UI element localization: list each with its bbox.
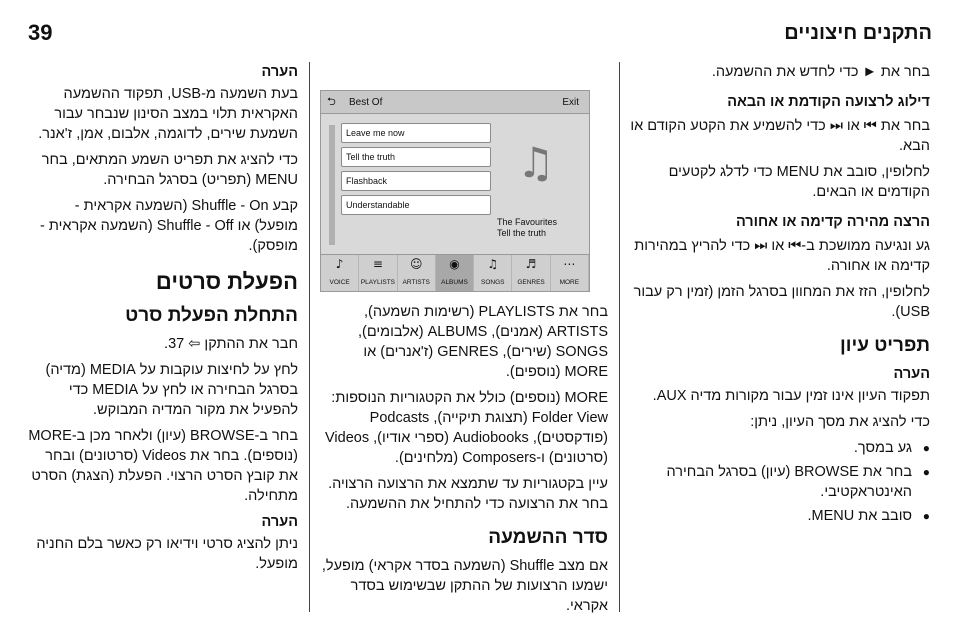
list-item: ● בחר את BROWSE (עיון) בסרגל הבחירה האינטראקטיבי. <box>630 462 930 502</box>
skip-track-heading: דילוג לרצועה הקודמת או הבאה <box>727 94 930 110</box>
screen-top-bar <box>321 91 589 114</box>
song-icon: ♫ <box>487 257 499 271</box>
page-title: התקנים חיצוניים <box>784 22 932 44</box>
tab-songs[interactable]: ♫ SONGS <box>474 255 512 291</box>
skip-track-text-alt: לחלופין, סובב את MENU כדי לדלג לקטעים הקודמים או הבאים. <box>668 164 930 200</box>
connect-device-text: חבר את ההתקן ⇦ 37. <box>164 336 298 352</box>
note-label: הערה <box>261 64 298 80</box>
genre-icon: ♬ <box>525 257 537 271</box>
playlist-name: The Favourites <box>497 217 558 227</box>
list-item[interactable]: Leave me now <box>341 123 491 143</box>
media-source-text: לחץ על לחיצות עוקבות על MEDIA (מדיה) בסרגל הבחירה או לחץ על MEDIA כדי להפעיל את מקור המדיה המבוקש. <box>45 362 298 418</box>
list-item: ● גע במסך. <box>630 438 930 458</box>
scrollbar[interactable] <box>329 125 335 245</box>
shuffle-menu-text: כדי להציג את תפריט השמע המתאים, בחר MENU (תפריט) בסרגל הבחירה. <box>41 152 298 188</box>
fast-forward-heading: הרצה מהירה קדימה או אחורה <box>735 214 930 230</box>
browse-select-text: עיין בקטגוריות עד שתמצא את הרצועה הרצויה. בחר את הרצועה כדי להתחיל את ההשמעה. <box>328 476 608 512</box>
voice-icon: ♪ <box>335 257 344 271</box>
tab-voice[interactable]: ♪ VOICE <box>321 255 359 291</box>
list-item[interactable]: Flashback <box>341 171 491 191</box>
list-item[interactable]: Tell the truth <box>341 147 491 167</box>
note-label: הערה <box>261 514 298 530</box>
note-label: הערה <box>893 366 930 382</box>
parking-brake-note: ניתן להציג סרטי וידיאו רק כאשר בלם החניה מופעל. <box>36 536 298 572</box>
playlist-icon: ≡ <box>372 257 383 271</box>
column-divider-right <box>619 62 620 612</box>
screen-title: Best Of <box>349 97 383 108</box>
category-tab-bar <box>321 254 589 291</box>
middle-column <box>320 62 608 622</box>
resume-playback-text: בחר את ► כדי לחדש את ההשמעה. <box>711 64 930 80</box>
browse-menu-heading: תפריט עיון <box>840 335 930 356</box>
playback-order-heading: סדר ההשמעה <box>488 527 608 548</box>
artist-icon: ☺ <box>409 257 423 271</box>
shuffle-note-text: בעת השמעה מ-USB, תפקוד ההשמעה האקראית תלוי במצב הסינון שנבחר עבור השמעת שירים, לדוגמה, אלבום, אמן, ז'אנר. <box>38 86 298 142</box>
browse-intro-text: כדי להציג את מסך העיון, ניתן: <box>750 414 930 430</box>
tab-albums[interactable]: ◉ ALBUMS <box>436 255 474 291</box>
categories-text: בחר את PLAYLISTS (רשימות השמעה), ARTISTS (אמנים), ALBUMS (אלבומים), SONGS (שירים), GENRES (ז'אנרים) או MORE (נוספים). <box>357 304 608 380</box>
list-item[interactable]: Understandable <box>341 195 491 215</box>
tab-playlists[interactable]: ≡ PLAYLISTS <box>359 255 397 291</box>
list-item: ● סובב את MENU. <box>630 506 930 526</box>
tab-artists[interactable]: ☺ ARTISTS <box>398 255 436 291</box>
skip-track-text: בחר את ⏮ או ⏭ כדי להשמיע את הקטע הקודם או הבא. <box>630 118 930 154</box>
more-categories-text: MORE (נוספים) כולל את הקטגוריות הנוספות: Folder View (תצוגת תיקייה), Podcasts (פודקסטים), Audiobooks (ספרי אודיו), Videos (סרטונים) ו-Composers (מלחינים). <box>325 390 608 466</box>
select-video-text: בחר ב-BROWSE (עיון) ולאחר מכן ב-MORE (נוספים). בחר את Videos (סרטונים) ובחר את קובץ הסרט הרצוי. הפעלת (הצגת) הסרט מתחילה. <box>28 428 298 504</box>
more-icon: ⋯ <box>563 257 576 271</box>
shuffle-setting-text: קבע Shuffle - On (השמעה אקראית - מופעל) או Shuffle - Off (השמעה אקראית - מופסק). <box>40 198 298 254</box>
left-column <box>28 62 298 580</box>
track-name: Tell the truth <box>497 228 547 238</box>
shuffle-text: אם מצב Shuffle (השמעה בסדר אקראי) מופעל, ישמעו הרצועות של ההתקן שבשימוש בסדר אקראי. <box>321 558 608 614</box>
back-icon[interactable]: ⮌ <box>327 95 336 108</box>
tab-genres[interactable]: ♬ GENRES <box>512 255 550 291</box>
video-playback-heading: הפעלת סרטים <box>155 269 298 294</box>
tab-more[interactable]: ⋯ MORE <box>551 255 589 291</box>
music-note-icon: ♫ <box>517 138 555 187</box>
track-list <box>341 123 491 219</box>
page-number: 39 <box>28 20 53 45</box>
browse-note-text: תפקוד העיון אינו זמין עבור מקורות מדיה AUX. <box>652 388 930 404</box>
right-column <box>630 62 930 530</box>
start-video-heading: התחלת הפעלת סרט <box>125 305 298 326</box>
fast-forward-text: גע ונגיעה ממושכת ב-⏮ או ⏭ כדי להריץ במהירות קדימה או אחורה. <box>634 238 930 274</box>
album-icon: ◉ <box>449 257 460 271</box>
column-divider-left <box>309 62 310 612</box>
page-header <box>0 0 960 52</box>
exit-button[interactable]: Exit <box>562 97 579 108</box>
now-playing-info <box>497 217 585 239</box>
fast-forward-text-alt: לחלופין, הזז את המחוון בסרגל הזמן (זמין רק עבור USB). <box>633 284 930 320</box>
browse-screen-figure <box>320 90 590 292</box>
browse-options-list <box>630 438 930 526</box>
